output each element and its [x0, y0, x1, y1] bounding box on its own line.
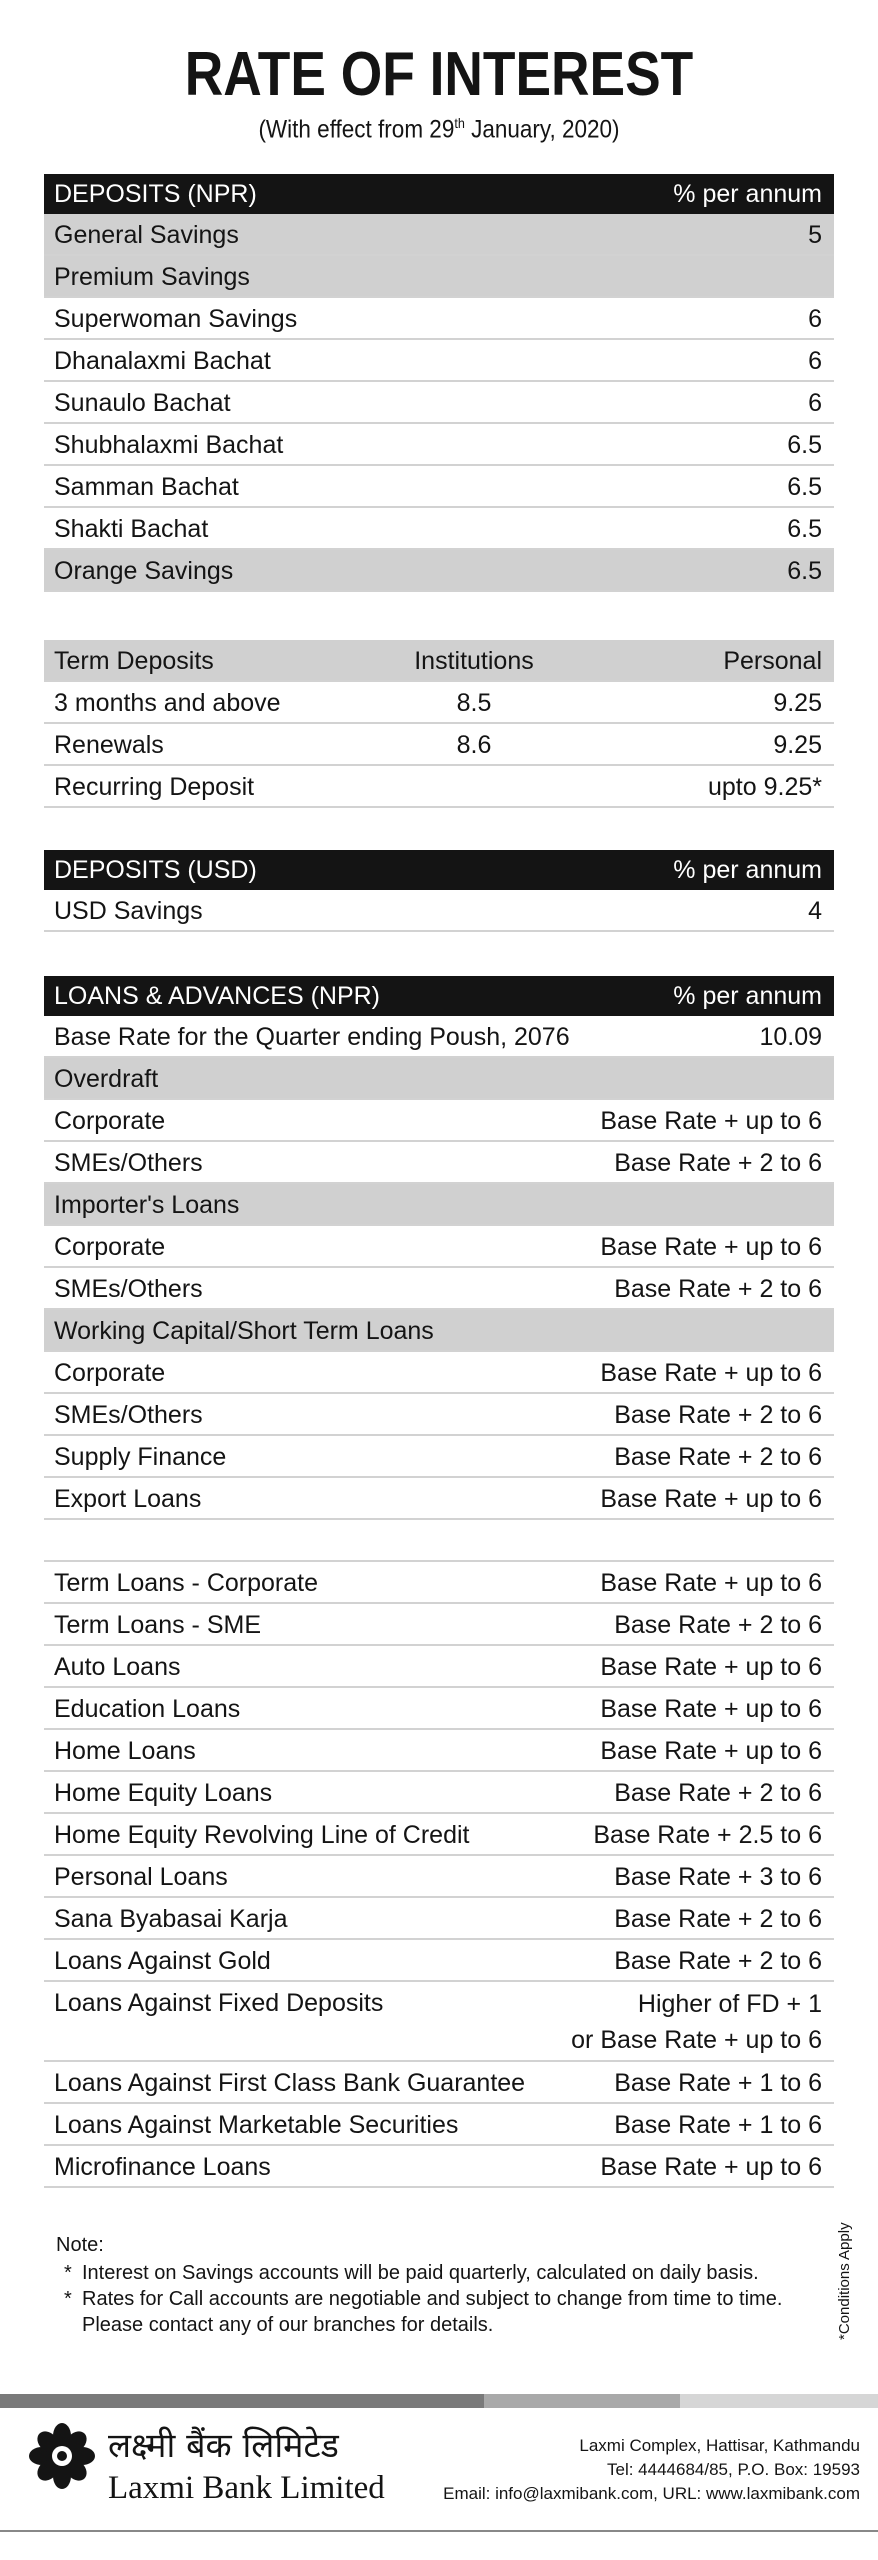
bank-name-nepali: लक्ष्मी बैंक लिमिटेड: [108, 2426, 339, 2466]
base-rate-row: Base Rate for the Quarter ending Poush, 2076 10.09: [44, 1016, 834, 1058]
table-row: Supply Finance Base Rate + 2 to 6: [44, 1436, 834, 1478]
table-row: Shakti Bachat 6.5: [44, 508, 834, 550]
table-row: Corporate Base Rate + up to 6: [44, 1352, 834, 1394]
table-row: Term Loans - SME Base Rate + 2 to 6: [44, 1604, 834, 1646]
table-row: USD Savings 4: [44, 890, 834, 932]
fixed-deposit-value: Higher of FD + 1 or Base Rate + up to 6: [571, 1990, 822, 2054]
table-row: Samman Bachat 6.5: [44, 466, 834, 508]
phone: Tel: 4444684/85, P.O. Box: 19593: [607, 2460, 860, 2479]
footer-rule: [0, 2530, 878, 2532]
table-row: Recurring Deposit upto 9.25*: [44, 766, 834, 808]
loans-table: [44, 976, 834, 2188]
table-row: Home Equity Loans Base Rate + 2 to 6: [44, 1772, 834, 1814]
note-item: * Rates for Call accounts are negotiable and subject to change from time to time. Please contact any of our branches for details.: [64, 2288, 783, 2336]
deposits-npr-header: DEPOSITS (NPR) % per annum: [44, 174, 834, 214]
table-row: Renewals 8.6 9.25: [44, 724, 834, 766]
notes-title: Note:: [56, 2234, 104, 2256]
table-row: Home Equity Revolving Line of Credit Base Rate + 2.5 to 6: [44, 1814, 834, 1856]
footer-bar-mid: [484, 2394, 680, 2408]
table-row: SMEs/Others Base Rate + 2 to 6: [44, 1394, 834, 1436]
contact-block: [420, 2434, 860, 2506]
note-item: * Interest on Savings accounts will be paid quarterly, calculated on daily basis.: [64, 2262, 759, 2284]
term-deposits-header: Term Deposits Institutions Personal: [44, 640, 834, 682]
table-row: SMEs/Others Base Rate + 2 to 6: [44, 1268, 834, 1310]
deposits-npr-table: [44, 174, 834, 592]
loans-header: LOANS & ADVANCES (NPR) % per annum: [44, 976, 834, 1016]
footer-bar-light: [680, 2394, 878, 2408]
table-row: Loans Against Gold Base Rate + 2 to 6: [44, 1940, 834, 1982]
table-row: Superwoman Savings 6: [44, 298, 834, 340]
notes: [56, 2232, 826, 2338]
term-deposits-table: [44, 640, 834, 808]
table-row: General Savings 5: [44, 214, 834, 256]
table-row: Sana Byabasai Karja Base Rate + 2 to 6: [44, 1898, 834, 1940]
table-row: 3 months and above 8.5 9.25: [44, 682, 834, 724]
deposits-usd-table: [44, 850, 834, 932]
table-row: Loans Against Marketable Securities Base Rate + 1 to 6: [44, 2104, 834, 2146]
table-row: Shubhalaxmi Bachat 6.5: [44, 424, 834, 466]
table-row: Premium Savings: [44, 256, 834, 298]
table-row: Orange Savings 6.5: [44, 550, 834, 592]
section-row-working-capital: Working Capital/Short Term Loans: [44, 1310, 834, 1352]
effective-date: (With effect from 29th January, 2020): [258, 115, 620, 144]
table-row: Auto Loans Base Rate + up to 6: [44, 1646, 834, 1688]
email-url: Email: info@laxmibank.com, URL: www.laxmibank.com: [443, 2484, 860, 2503]
table-row: SMEs/Others Base Rate + 2 to 6: [44, 1142, 834, 1184]
spacer-row: [44, 1520, 834, 1562]
laxmi-bank-logo-icon: [28, 2422, 96, 2490]
table-row-fixed-deposit: Loans Against Fixed Deposits Higher of FD + 1 or Base Rate + up to 6: [44, 1982, 834, 2062]
table-row: Personal Loans Base Rate + 3 to 6: [44, 1856, 834, 1898]
table-row: Sunaulo Bachat 6: [44, 382, 834, 424]
table-row: Export Loans Base Rate + up to 6: [44, 1478, 834, 1520]
table-row: Dhanalaxmi Bachat 6: [44, 340, 834, 382]
address: Laxmi Complex, Hattisar, Kathmandu: [579, 2436, 860, 2455]
section-row-overdraft: Overdraft: [44, 1058, 834, 1100]
footer-bar-dark: [0, 2394, 484, 2408]
table-row: Microfinance Loans Base Rate + up to 6: [44, 2146, 834, 2188]
table-row: Term Loans - Corporate Base Rate + up to 6: [44, 1562, 834, 1604]
table-row: Education Loans Base Rate + up to 6: [44, 1688, 834, 1730]
bank-name-english: Laxmi Bank Limited: [108, 2470, 385, 2506]
table-row: Loans Against First Class Bank Guarantee Base Rate + 1 to 6: [44, 2062, 834, 2104]
table-row: Corporate Base Rate + up to 6: [44, 1226, 834, 1268]
conditions-apply: *Conditions Apply: [836, 2222, 853, 2340]
table-row: Corporate Base Rate + up to 6: [44, 1100, 834, 1142]
section-row-importers: Importer's Loans: [44, 1184, 834, 1226]
deposits-usd-header: DEPOSITS (USD) % per annum: [44, 850, 834, 890]
page-title: RATE OF INTEREST: [184, 40, 694, 109]
table-row: Home Loans Base Rate + up to 6: [44, 1730, 834, 1772]
